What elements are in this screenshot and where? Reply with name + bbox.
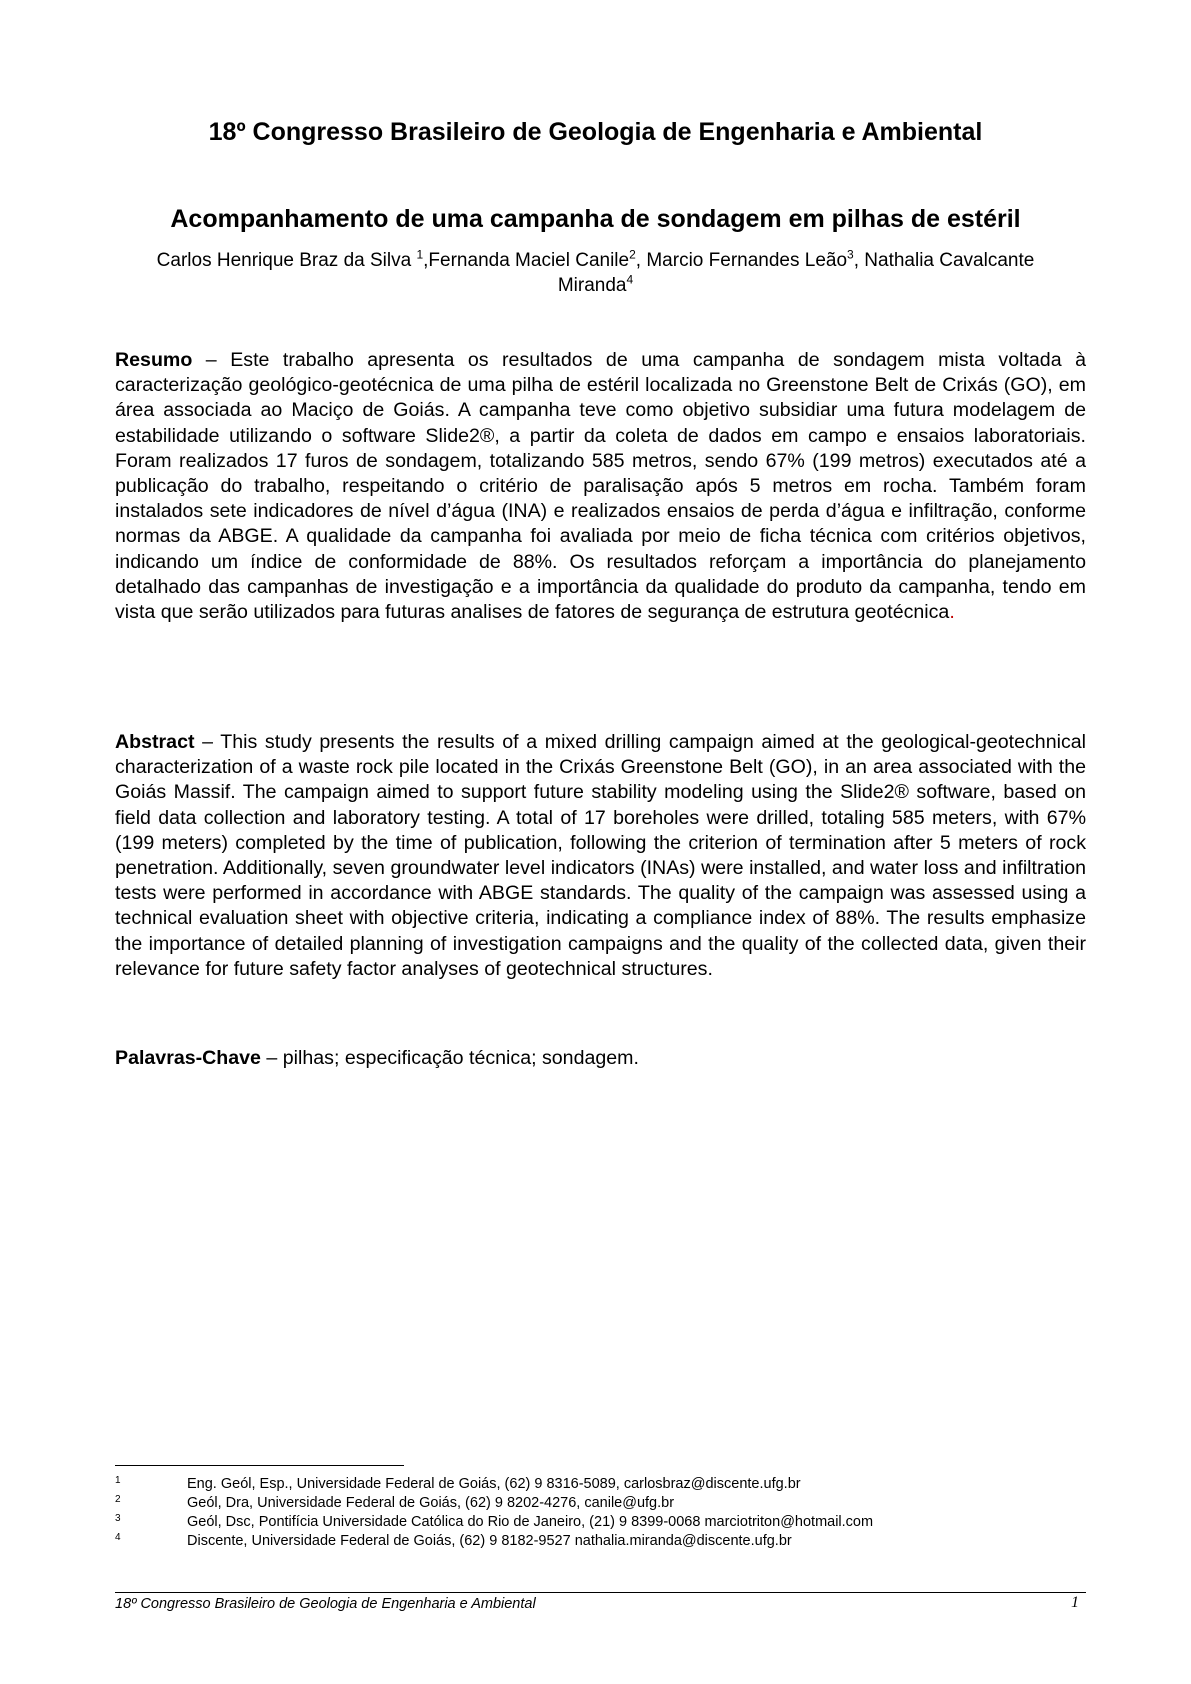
keywords-separator: – [260,1047,283,1069]
footnote-number: 2 [115,1494,121,1505]
page-number: 1 [1071,1594,1079,1611]
resumo-separator: – [192,349,231,371]
author-4-name: , Nathalia Cavalcante Miranda [557,250,1035,296]
author-1-mark: 1 [416,247,424,262]
author-3-mark: 3 [847,247,854,262]
footnote-number: 1 [115,1475,121,1486]
footnote-divider [115,1465,404,1466]
author-2-mark: 2 [629,247,636,262]
abstract-section [115,730,1086,982]
footnote-1 [115,1475,1075,1494]
paper-title: Acompanhamento de uma campanha de sondagem em pilhas de estéril [170,205,1021,233]
keywords-text: pilhas; especificação técnica; sondagem. [282,1047,639,1069]
author-2-name: ,Fernanda Maciel Canile [423,250,630,271]
abstract-label: Abstract [115,731,195,753]
author-3-name: , Marcio Fernandes Leão [635,250,848,271]
footnote-4 [115,1532,1075,1551]
footer-congress-name: 18º Congresso Brasileiro de Geologia de Engenharia e Ambiental [115,1596,536,1612]
resumo-section [115,348,1086,625]
abstract-text: This study presents the results of a mixed drilling campaign aimed at the geological-geotechnical characterization of a waste rock pile located in the Crixás Greenstone Belt (GO), in an area associated with the Goiás Massif. The campaign aimed to support future stability modeling using the Slide2® software, based on field data collection and laboratory testing. A total of 17 boreholes were drilled, totaling 585 meters, with 67% (199 meters) completed by the time of publication, following the criterion of termination after 5 meters of rock penetration. Additionally, seven groundwater level indicators (INAs) were installed, and water loss and infiltration tests were performed in accordance with ABGE standards. The quality of the campaign was assessed using a technical evaluation sheet with objective criteria, indicating a compliance index of 88%. The results emphasize the importance of detailed planning of investigation campaigns and the quality of the collected data, given their relevance for future safety factor analyses of geotechnical structures. [115,731,1086,980]
footnote-text: Eng. Geól, Esp., Universidade Federal de Goiás, (62) 9 8316-5089, carlosbraz@discente.ufg.br [187,1476,801,1492]
keywords-label: Palavras-Chave [115,1047,261,1069]
congress-title: 18º Congresso Brasileiro de Geologia de Engenharia e Ambiental [208,118,983,146]
author-4-mark: 4 [626,272,634,287]
footnote-2 [115,1494,1075,1513]
resumo-end: . [949,601,955,624]
footnote-text: Geól, Dsc, Pontifícia Universidade Católica do Rio de Janeiro, (21) 9 8399-0068 marciotriton@hotmail.com [187,1514,874,1530]
footnotes [115,1475,1075,1551]
abstract-separator: – [194,731,221,753]
resumo-label: Resumo [115,349,193,371]
footnote-3 [115,1513,1075,1532]
footnote-number: 4 [115,1532,121,1543]
keywords-section [115,1046,1086,1071]
author-list [130,248,1061,298]
resumo-text: Este trabalho apresenta os resultados de uma campanha de sondagem mista voltada à caracterização geológico-geotécnica de uma pilha de estéril localizada no Greenstone Belt de Crixás (GO), em área associada ao Maciço de Goiás. A campanha teve como objetivo subsidiar uma futura modelagem de estabilidade utilizando o software Slide2®, a partir da coleta de dados em campo e ensaios laboratoriais. Foram realizados 17 furos de sondagem, totalizando 585 metros, sendo 67% (199 metros) executados até a publicação do trabalho, respeitando o critério de paralisação após 5 metros em rocha. Também foram instalados sete indicadores de nível d’água (INA) e realizados ensaios de perda d’água e infiltração, conforme normas da ABGE. A qualidade da campanha foi avaliada por meio de ficha técnica com critérios objetivos, indicando um índice de conformidade de 88%. Os resultados reforçam a importância do planejamento detalhado das campanhas de investigação e a importância da qualidade do produto da campanha, tendo em vista que serão utilizados para futuras analises de fatores de segurança de estrutura geotécnica [115,349,1086,624]
footnote-text: Geól, Dra, Universidade Federal de Goiás, (62) 9 8202-4276, canile@ufg.br [187,1495,675,1511]
footnote-number: 3 [115,1513,121,1524]
footer-divider [115,1592,1086,1593]
footnote-text: Discente, Universidade Federal de Goiás, (62) 9 8182-9527 nathalia.miranda@discente.ufg.br [187,1533,792,1549]
author-1-name: Carlos Henrique Braz da Silva [156,250,417,271]
